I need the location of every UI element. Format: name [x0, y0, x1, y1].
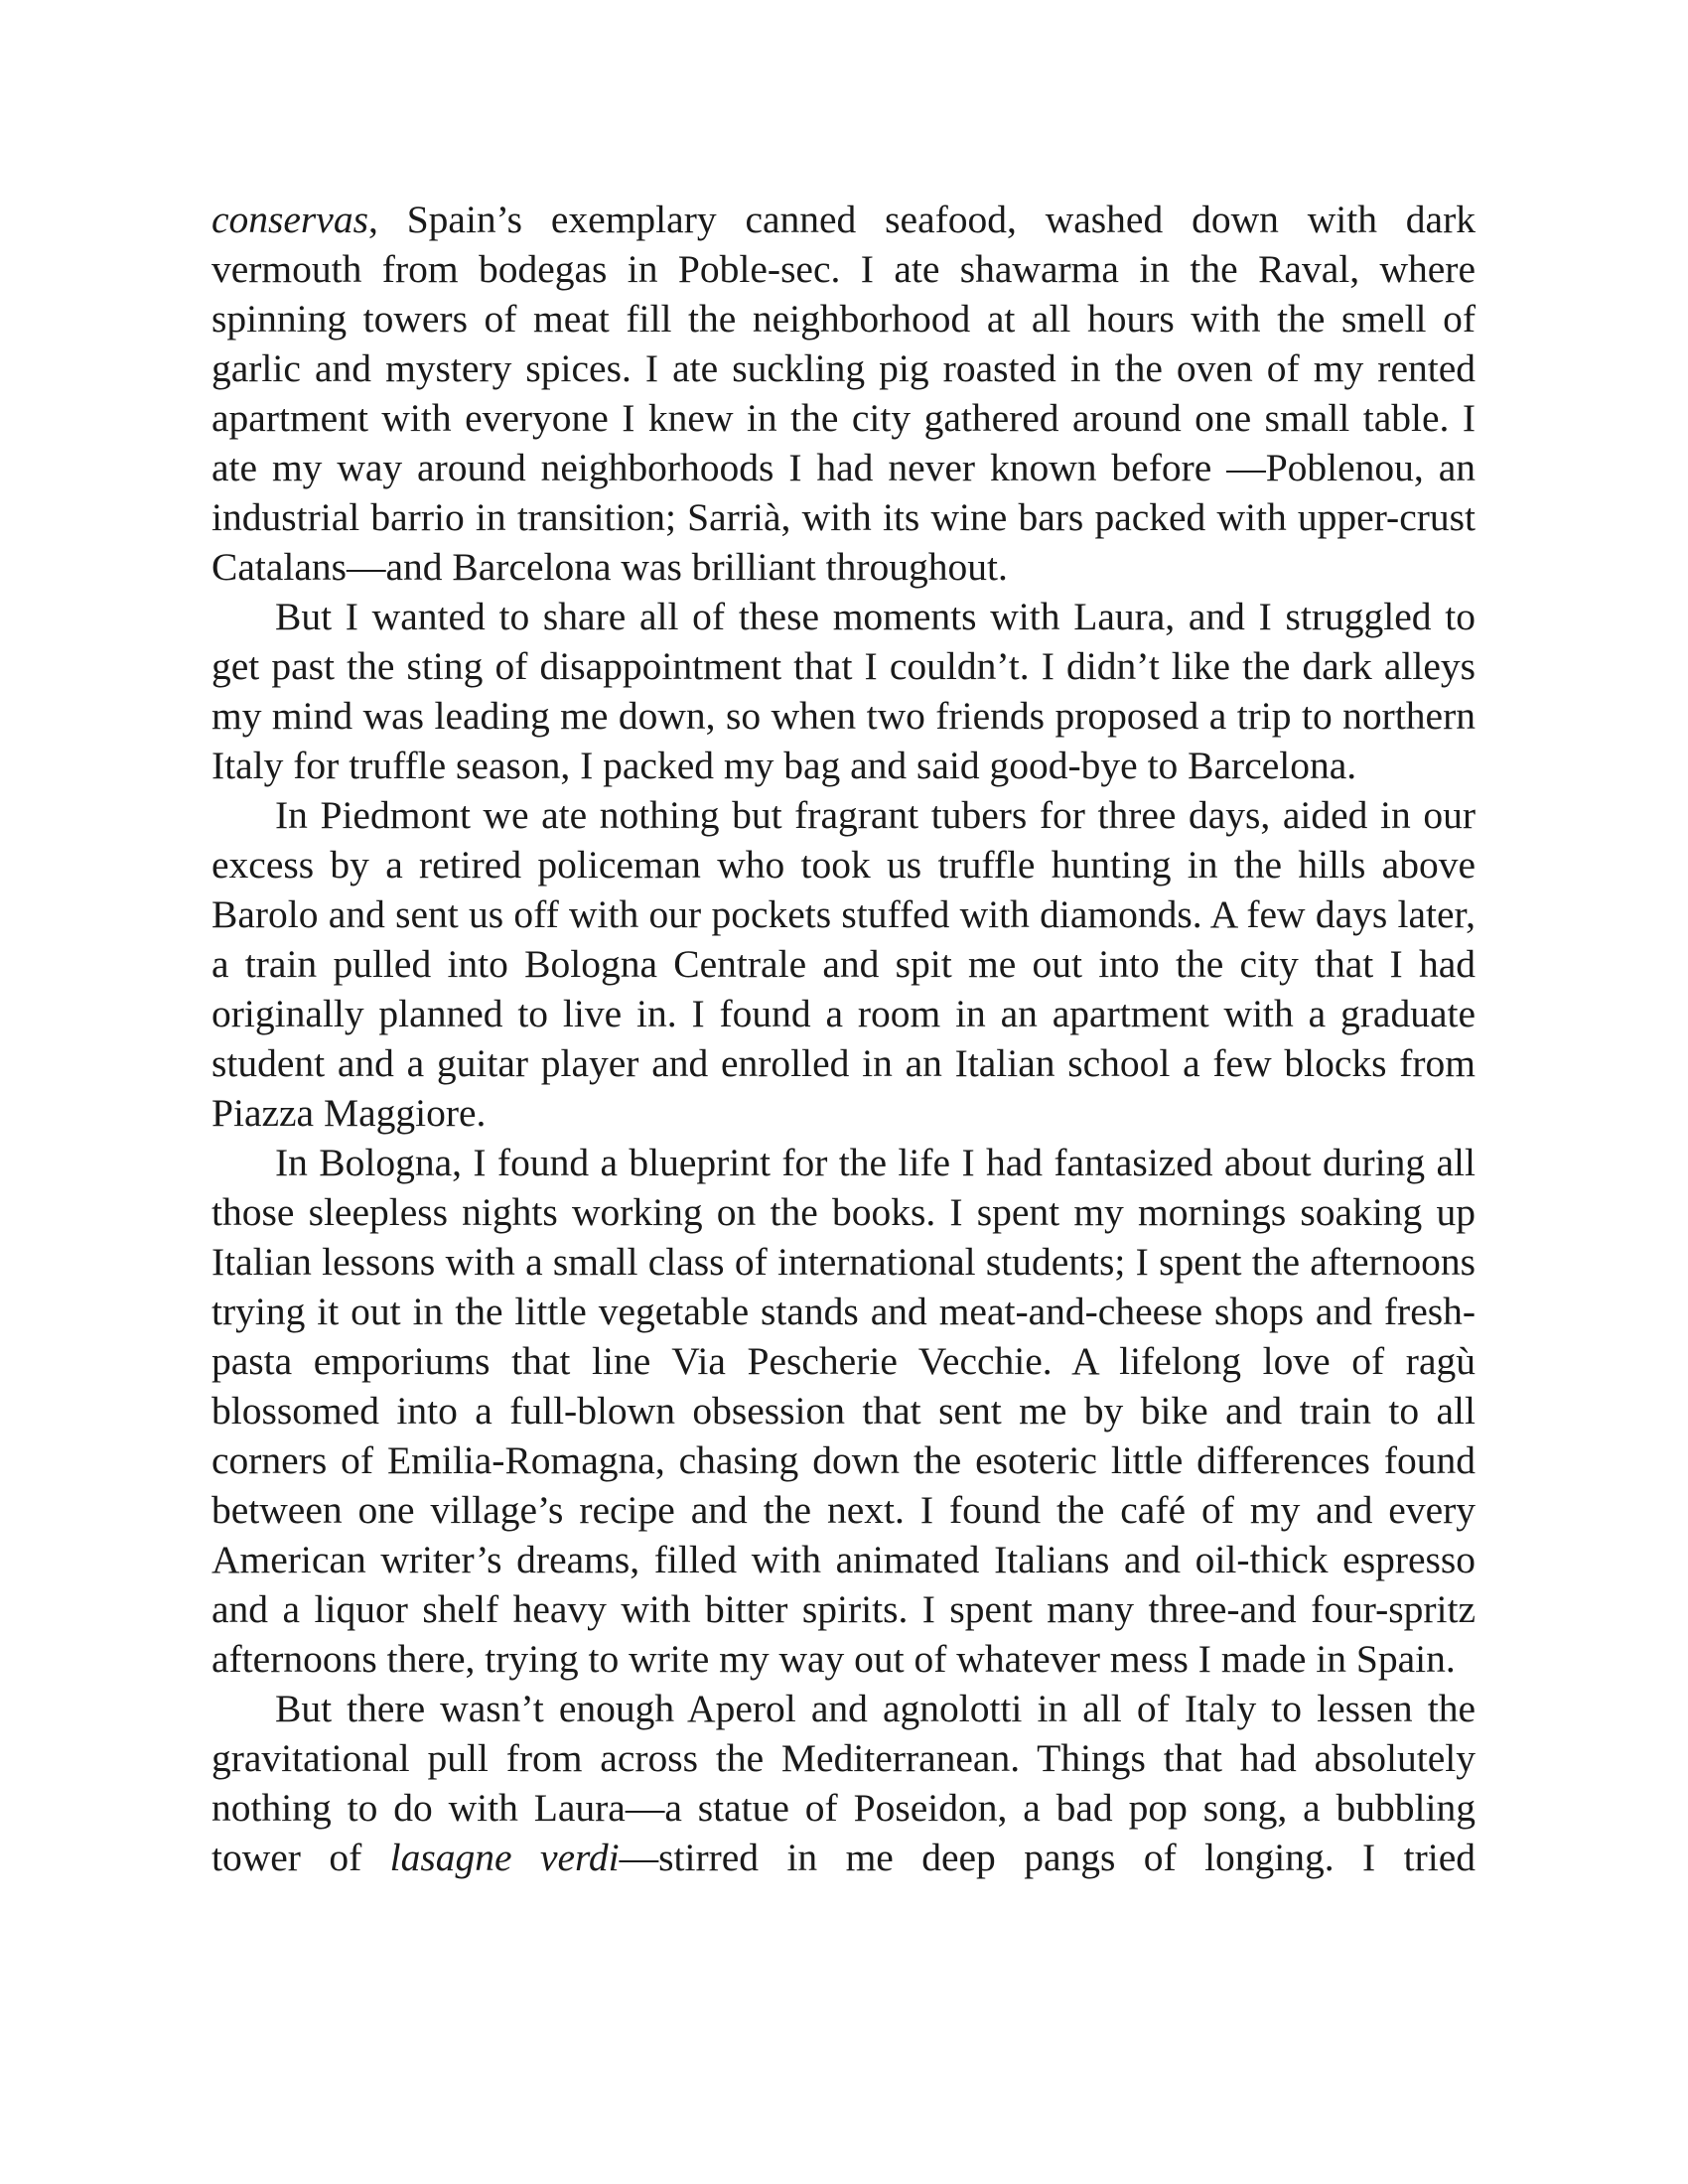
paragraph-text-italic: lasagne verdi	[389, 1836, 620, 1879]
paragraph-3	[211, 790, 1476, 1138]
book-page-body	[211, 195, 1476, 1882]
paragraph-1	[211, 195, 1476, 592]
paragraph-text-italic: conservas	[211, 198, 368, 241]
paragraph-text: —stirred in me deep pangs of longing. I tried	[619, 1836, 1477, 1879]
paragraph-4	[211, 1138, 1476, 1684]
paragraph-text: , Spain’s exemplary canned seafood, washed down with dark vermouth from bodegas in Poble-sec. I ate shawarma in the Raval, where spinning towers of meat fill the neighborhood at all hours with the smell of garlic and mystery spices. I ate suckling pig roasted in the oven of my rented apartment with everyone I knew in the city gathered around one small table. I ate my way around neighborhoods I had never known before —Poblenou, an industrial barrio in transition; Sarrià, with its wine bars packed with upper-crust Catalans—and Barcelona was brilliant throughout.	[211, 198, 1476, 589]
paragraph-text: In Piedmont we ate nothing but fragrant tubers for three days, aided in our excess by a retired policeman who took us truffle hunting in the hills above Barolo and sent us off with our pockets stuffed with diamonds. A few days later, a train pulled into Bologna Centrale and spit me out into the city that I had originally planned to live in. I found a room in an apartment with a graduate student and a guitar player and enrolled in an Italian school a few blocks from Piazza Maggiore.	[211, 793, 1476, 1135]
paragraph-5	[211, 1684, 1476, 1882]
paragraph-2	[211, 592, 1476, 790]
paragraph-text: But there wasn’t enough Aperol and agnolotti in all of Italy to lessen the gravitational pull from across the Mediterranean. Things that had absolutely nothing to do with Laura—a statue of Poseidon, a bad pop song, a bubbling tower of	[211, 1687, 1476, 1879]
paragraph-text: In Bologna, I found a blueprint for the life I had fantasized about during all those sleepless nights working on the books. I spent my mornings soaking up Italian lessons with a small class of international students; I spent the afternoons trying it out in the little vegetable stands and meat-and-cheese shops and fresh-pasta emporiums that line Via Pescherie Vecchie. A lifelong love of ragù blossomed into a full-blown obsession that sent me by bike and train to all corners of Emilia-Romagna, chasing down the esoteric little differences found between one village’s recipe and the next. I found the café of my and every American writer’s dreams, filled with animated Italians and oil-thick espresso and a liquor shelf heavy with bitter spirits. I spent many three-and four-spritz afternoons there, trying to write my way out of whatever mess I made in Spain.	[211, 1141, 1476, 1681]
paragraph-text: But I wanted to share all of these moments with Laura, and I struggled to get past the sting of disappointment that I couldn’t. I didn’t like the dark alleys my mind was leading me down, so when two friends proposed a trip to northern Italy for truffle season, I packed my bag and said good-bye to Barcelona.	[211, 595, 1476, 787]
